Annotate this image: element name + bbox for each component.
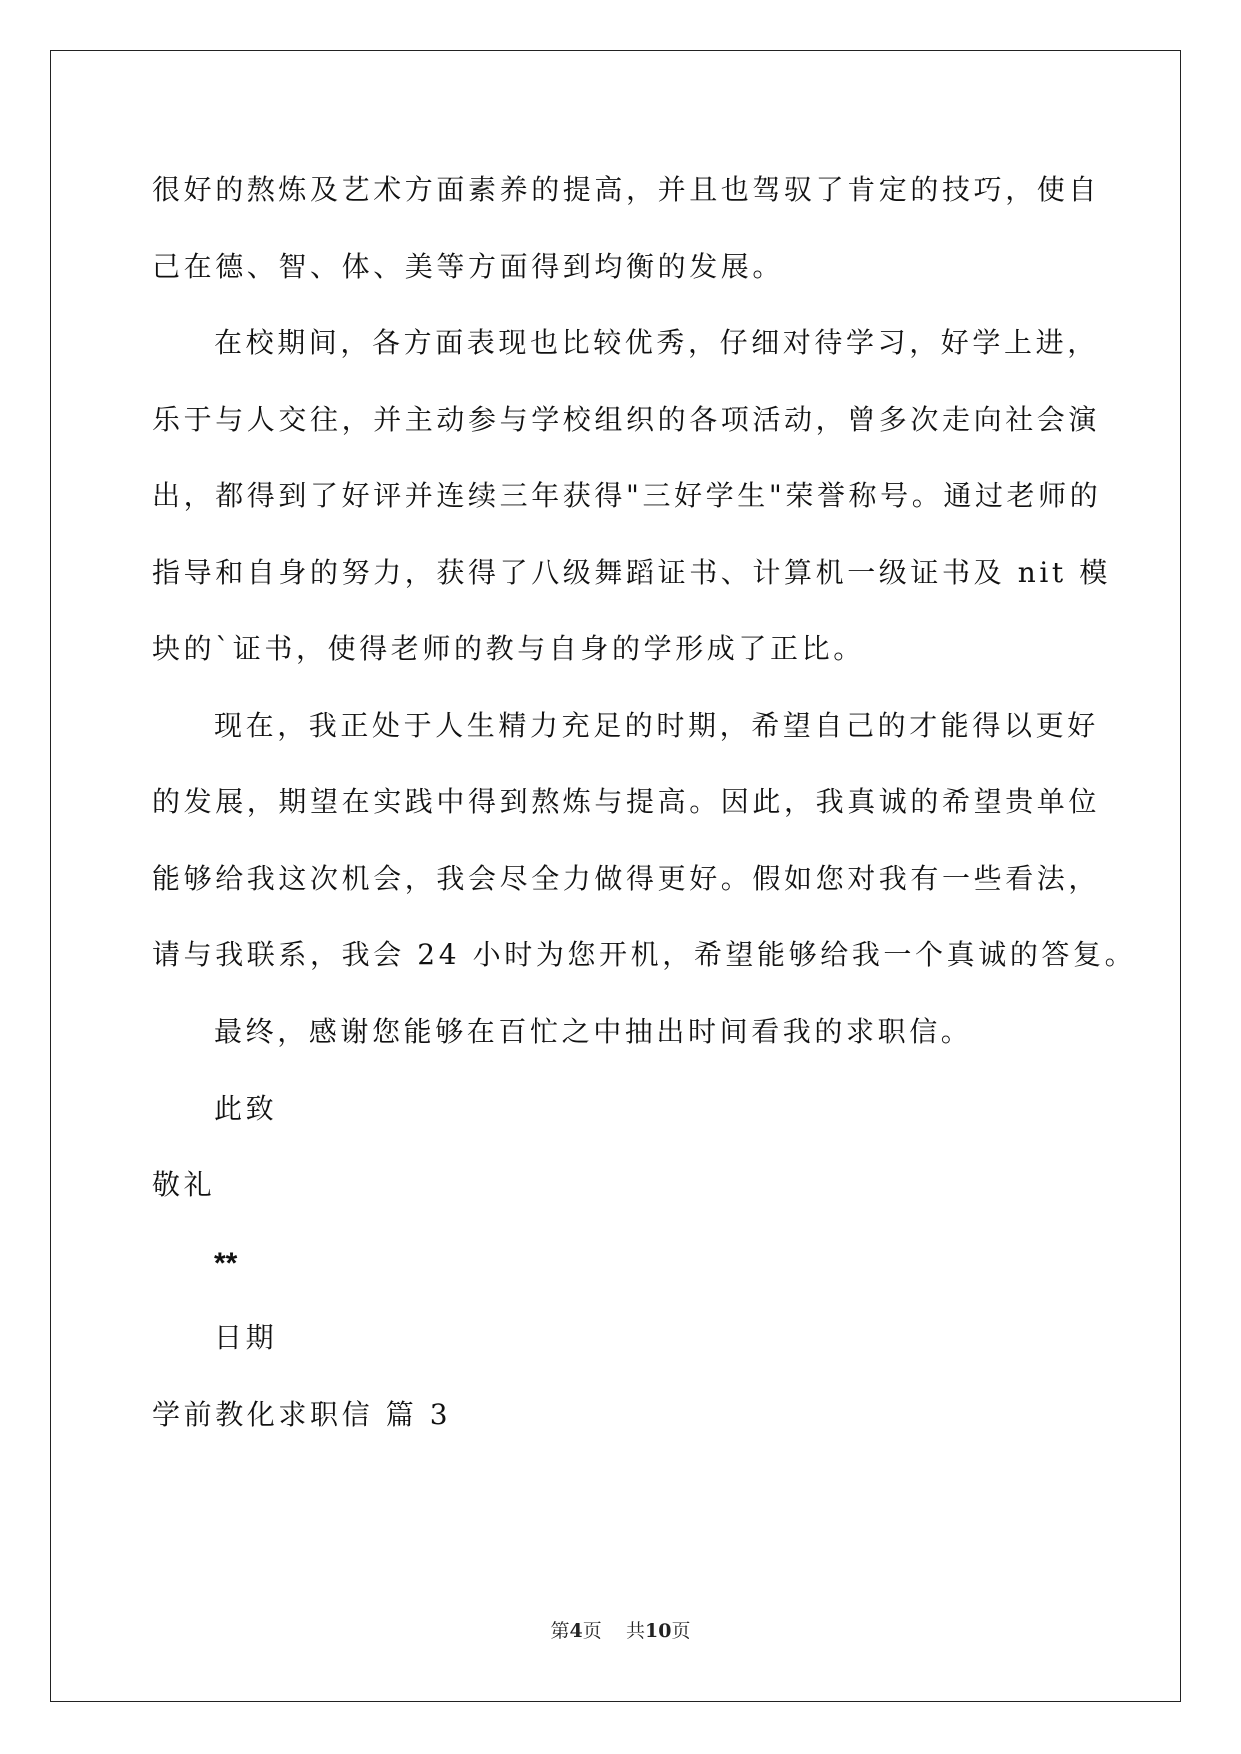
footer-total-pages: 10 [644, 1620, 672, 1642]
text-line: 己在德、智、体、美等方面得到均衡的发展。 [152, 250, 785, 283]
date-label: 日期 [214, 1321, 278, 1354]
section-heading: 学前教化求职信 篇 3 [152, 1398, 452, 1431]
footer-prefix: 第 [550, 1620, 570, 1642]
text-line: 指导和自身的努力，获得了八级舞蹈证书、计算机一级证书及 nit 模 [152, 556, 1111, 589]
text-line: 的发展，期望在实践中得到熬炼与提高。因此，我真诚的希望贵单位 [152, 785, 1101, 818]
text-line: 出，都得到了好评并连续三年获得"三好学生"荣誉称号。通过老师的 [152, 479, 1102, 512]
text-line: 块的`证书，使得老师的教与自身的学形成了正比。 [152, 632, 865, 665]
text-line: 现在，我正处于人生精力充足的时期，希望自己的才能得以更好 [214, 709, 1099, 742]
signature-placeholder: ** [214, 1247, 238, 1280]
footer-page-suffix: 页 [582, 1620, 602, 1642]
footer-total-suffix: 页 [671, 1620, 691, 1642]
closing-salutation: 此致 [214, 1092, 278, 1125]
text-line: 很好的熬炼及艺术方面素养的提高，并且也驾驭了肯定的技巧，使自 [152, 173, 1101, 206]
text-line: 请与我联系，我会 24 小时为您开机，希望能够给我一个真诚的答复。 [152, 938, 1137, 971]
closing-regards: 敬礼 [152, 1168, 216, 1201]
text-line: 最终，感谢您能够在百忙之中抽出时间看我的求职信。 [214, 1015, 973, 1048]
text-line: 乐于与人交往，并主动参与学校组织的各项活动，曾多次走向社会演 [152, 403, 1101, 436]
text-line: 在校期间，各方面表现也比较优秀，仔细对待学习，好学上进， [214, 326, 1099, 359]
footer-page-number: 4 [569, 1620, 583, 1642]
text-line: 能够给我这次机会，我会尽全力做得更好。假如您对我有一些看法， [152, 862, 1101, 895]
page-footer [0, 1616, 1241, 1643]
footer-total-prefix: 共 [625, 1620, 645, 1642]
